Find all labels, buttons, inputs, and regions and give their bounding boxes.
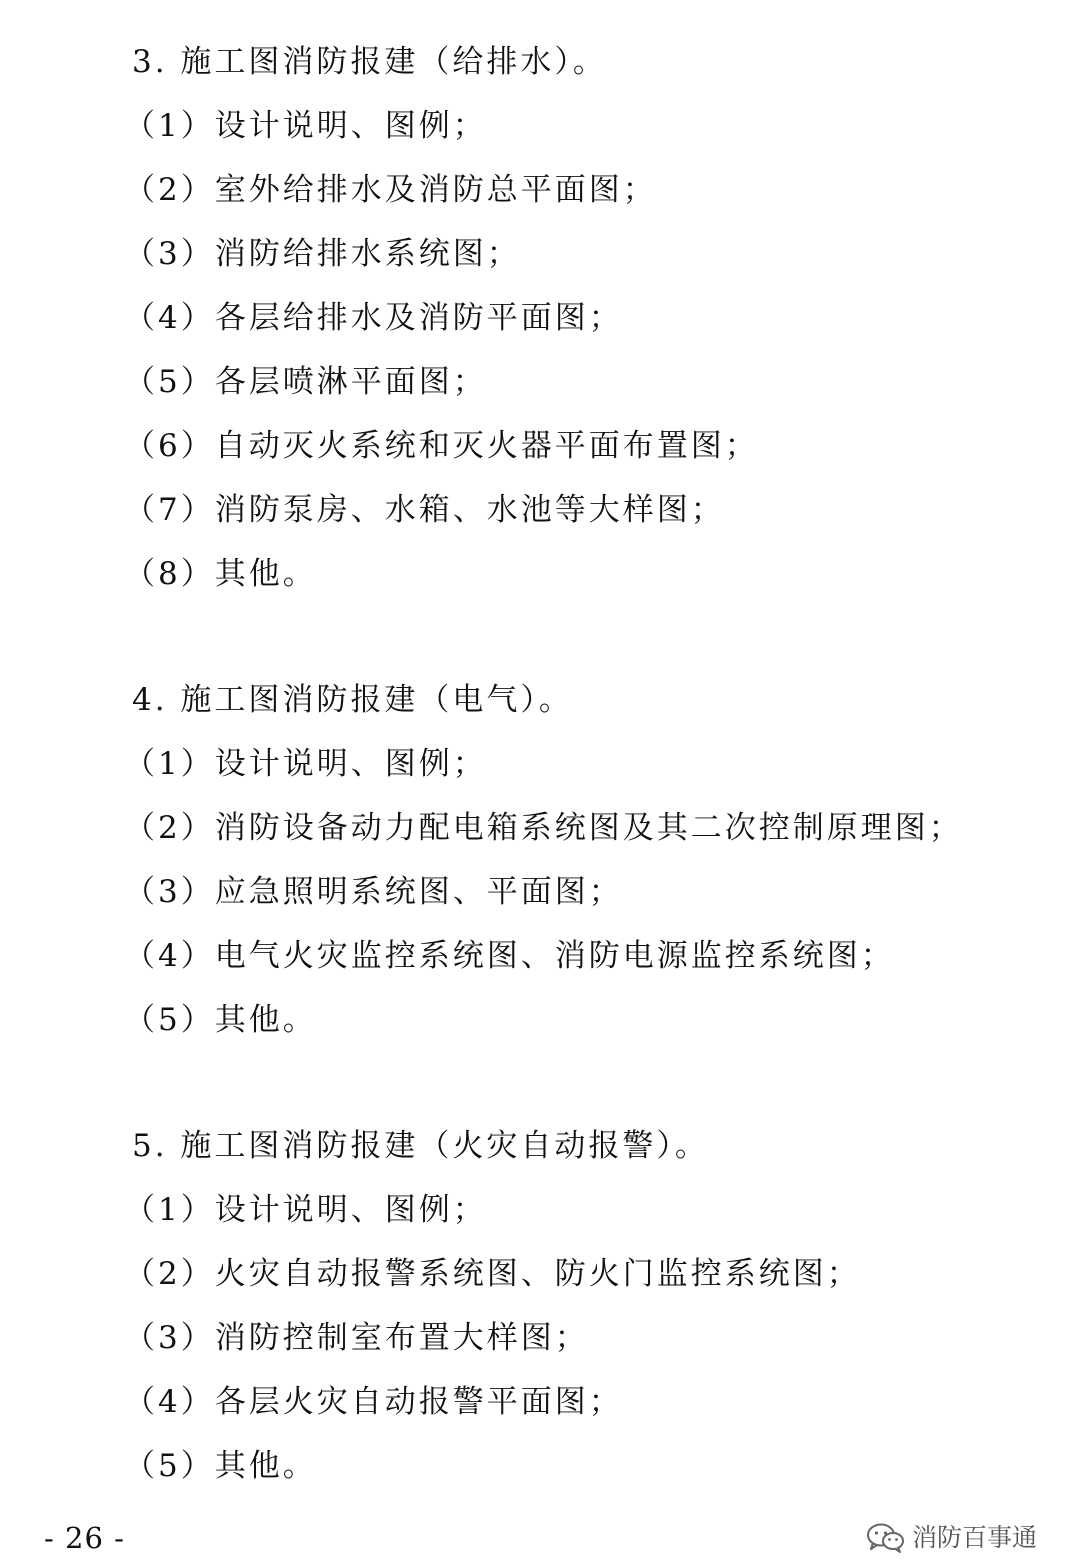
section-3-item-4: （4）各层给排水及消防平面图； xyxy=(124,300,623,336)
section-3-item-7: （7）消防泵房、水箱、水池等大样图； xyxy=(124,492,725,528)
section-4-heading: 4. 施工图消防报建（电气）。 xyxy=(132,682,573,718)
section-4-item-4: （4）电气火灾监控系统图、消防电源监控系统图； xyxy=(124,938,895,974)
watermark xyxy=(866,1520,1037,1556)
section-5-heading: 5. 施工图消防报建（火灾自动报警）。 xyxy=(132,1128,709,1164)
section-3-item-6: （6）自动灭火系统和灭火器平面布置图； xyxy=(124,428,759,464)
section-5-item-5: （5）其他。 xyxy=(124,1448,317,1484)
section-4-item-2: （2）消防设备动力配电箱系统图及其二次控制原理图； xyxy=(124,810,963,846)
section-4-item-1: （1）设计说明、图例； xyxy=(124,746,487,782)
section-3-heading: 3. 施工图消防报建（给排水）。 xyxy=(132,44,607,80)
section-5-item-2: （2）火灾自动报警系统图、防火门监控系统图； xyxy=(124,1256,861,1292)
section-3-item-2: （2）室外给排水及消防总平面图； xyxy=(124,172,657,208)
section-5-item-1: （1）设计说明、图例； xyxy=(124,1192,487,1228)
section-4-item-5: （5）其他。 xyxy=(124,1002,317,1038)
section-3-item-5: （5）各层喷淋平面图； xyxy=(124,364,487,400)
watermark-text: 消防百事通 xyxy=(912,1523,1038,1552)
section-3-item-8: （8）其他。 xyxy=(124,556,317,592)
wechat-icon xyxy=(866,1522,906,1554)
page-number: - 26 - xyxy=(44,1521,125,1555)
section-5-item-3: （3）消防控制室布置大样图； xyxy=(124,1320,589,1356)
section-5-item-4: （4）各层火灾自动报警平面图； xyxy=(124,1384,623,1420)
section-3-item-1: （1）设计说明、图例； xyxy=(124,108,487,144)
section-4-item-3: （3）应急照明系统图、平面图； xyxy=(124,874,623,910)
section-3-item-3: （3）消防给排水系统图； xyxy=(124,236,521,272)
